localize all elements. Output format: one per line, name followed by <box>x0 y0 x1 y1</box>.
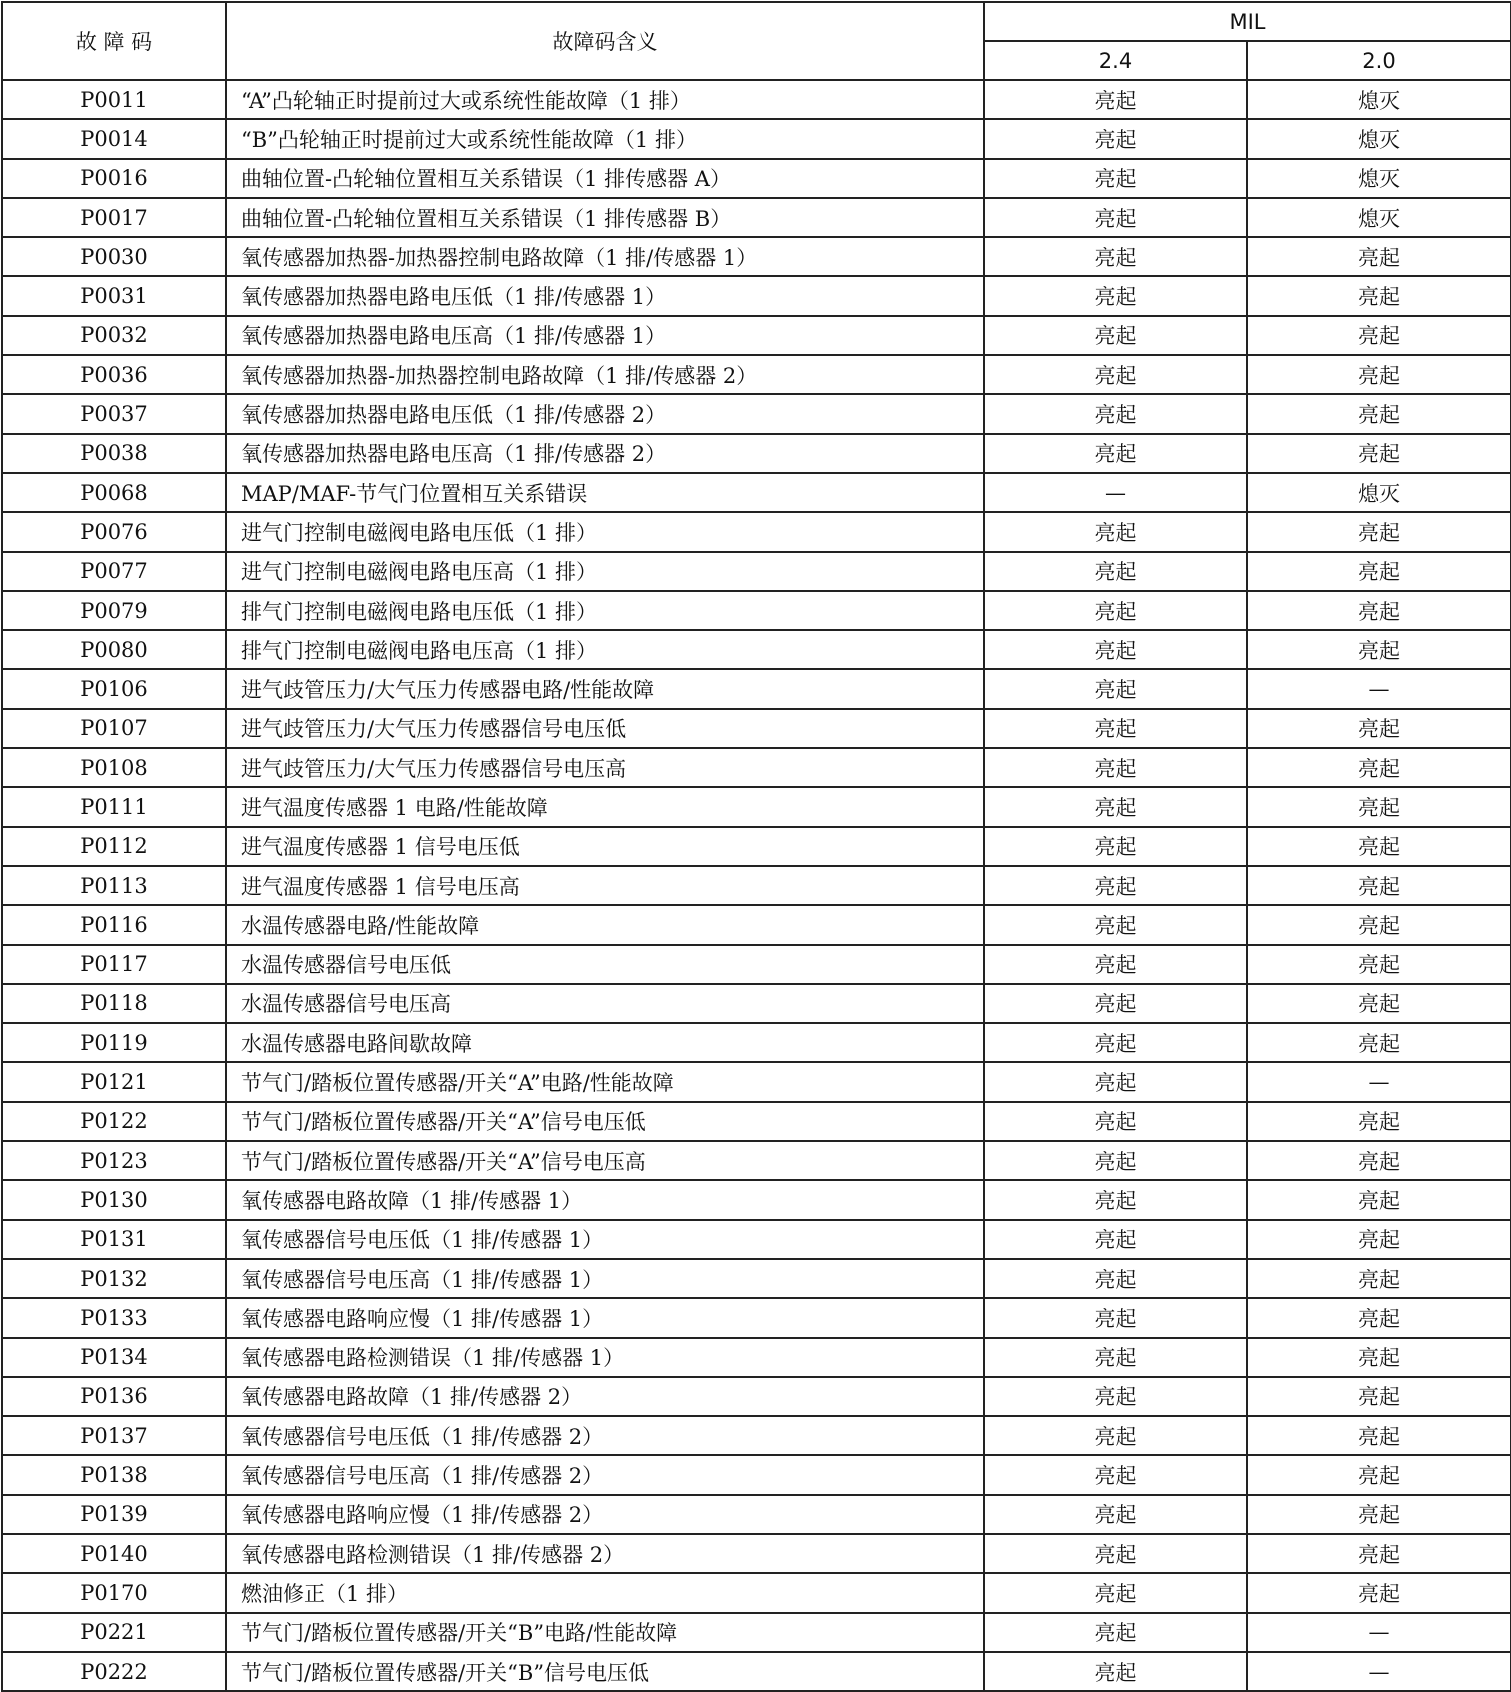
mil-2-4-cell: 亮起 <box>984 1220 1247 1259</box>
mil-2-0-cell: 亮起 <box>1247 1377 1511 1416</box>
fault-description-cell: 氧传感器信号电压高（1 排/传感器 2） <box>226 1455 984 1494</box>
table-row <box>2 198 1511 237</box>
mil-2-0-cell: 熄灭 <box>1247 198 1511 237</box>
mil-2-4-cell: 亮起 <box>984 1338 1247 1377</box>
fault-description-cell: 氧传感器信号电压低（1 排/传感器 1） <box>226 1220 984 1259</box>
mil-2-0-cell: 亮起 <box>1247 748 1511 787</box>
fault-code-cell: P0031 <box>2 276 226 315</box>
table-row <box>2 1534 1511 1573</box>
mil-2-0-cell: 亮起 <box>1247 1455 1511 1494</box>
fault-description-cell: 进气温度传感器 1 信号电压高 <box>226 866 984 905</box>
fault-code-cell: P0131 <box>2 1220 226 1259</box>
table-row <box>2 119 1511 158</box>
mil-2-4-cell: 亮起 <box>984 787 1247 826</box>
mil-2-4-cell: 亮起 <box>984 237 1247 276</box>
fault-description-cell: 燃油修正（1 排） <box>226 1573 984 1612</box>
mil-2-0-cell: 亮起 <box>1247 827 1511 866</box>
fault-code-cell: P0134 <box>2 1338 226 1377</box>
mil-2-0-cell: — <box>1247 669 1511 708</box>
fault-code-cell: P0116 <box>2 905 226 944</box>
mil-2-4-cell: 亮起 <box>984 159 1247 198</box>
mil-2-4-cell: 亮起 <box>984 1141 1247 1180</box>
mil-2-4-cell: 亮起 <box>984 1455 1247 1494</box>
fault-description-cell: 排气门控制电磁阀电路电压高（1 排） <box>226 630 984 669</box>
mil-2-0-cell: — <box>1247 1613 1511 1652</box>
table-row <box>2 1141 1511 1180</box>
fault-description-cell: 氧传感器信号电压低（1 排/传感器 2） <box>226 1416 984 1455</box>
mil-2-4-cell: 亮起 <box>984 434 1247 473</box>
mil-2-4-cell: 亮起 <box>984 1180 1247 1219</box>
mil-2-4-cell: 亮起 <box>984 198 1247 237</box>
table-row <box>2 434 1511 473</box>
table-body <box>2 80 1511 1691</box>
mil-2-0-cell: 亮起 <box>1247 237 1511 276</box>
table-row <box>2 1377 1511 1416</box>
table-row <box>2 276 1511 315</box>
fault-code-cell: P0138 <box>2 1455 226 1494</box>
mil-2-4-cell: 亮起 <box>984 905 1247 944</box>
header-meaning: 故障码含义 <box>226 2 984 80</box>
table-row <box>2 159 1511 198</box>
mil-2-0-cell: 亮起 <box>1247 434 1511 473</box>
mil-2-0-cell: — <box>1247 1062 1511 1101</box>
fault-description-cell: 氧传感器电路故障（1 排/传感器 1） <box>226 1180 984 1219</box>
mil-2-4-cell: 亮起 <box>984 1573 1247 1612</box>
table-row <box>2 827 1511 866</box>
fault-code-cell: P0038 <box>2 434 226 473</box>
mil-2-0-cell: 亮起 <box>1247 1338 1511 1377</box>
mil-2-0-cell: 亮起 <box>1247 1102 1511 1141</box>
fault-code-cell: P0030 <box>2 237 226 276</box>
mil-2-4-cell: 亮起 <box>984 355 1247 394</box>
header-col-b: 2.0 <box>1247 41 1511 80</box>
mil-2-4-cell: 亮起 <box>984 984 1247 1023</box>
mil-2-0-cell: 亮起 <box>1247 1220 1511 1259</box>
fault-code-cell: P0122 <box>2 1102 226 1141</box>
mil-2-4-cell: 亮起 <box>984 80 1247 119</box>
fault-description-cell: 水温传感器电路间歇故障 <box>226 1023 984 1062</box>
fault-description-cell: 氧传感器加热器-加热器控制电路故障（1 排/传感器 2） <box>226 355 984 394</box>
fault-description-cell: 氧传感器电路检测错误（1 排/传感器 1） <box>226 1338 984 1377</box>
fault-code-cell: P0016 <box>2 159 226 198</box>
fault-code-cell: P0137 <box>2 1416 226 1455</box>
fault-code-cell: P0119 <box>2 1023 226 1062</box>
table-row <box>2 1180 1511 1219</box>
table-row <box>2 1023 1511 1062</box>
table-row <box>2 1298 1511 1337</box>
mil-2-0-cell: 亮起 <box>1247 591 1511 630</box>
mil-2-4-cell: 亮起 <box>984 1023 1247 1062</box>
fault-code-cell: P0222 <box>2 1652 226 1691</box>
fault-code-cell: P0117 <box>2 945 226 984</box>
fault-description-cell: 进气歧管压力/大气压力传感器信号电压低 <box>226 709 984 748</box>
fault-code-cell: P0036 <box>2 355 226 394</box>
mil-2-4-cell: 亮起 <box>984 945 1247 984</box>
mil-2-4-cell: 亮起 <box>984 669 1247 708</box>
mil-2-4-cell: 亮起 <box>984 1416 1247 1455</box>
header-col-a: 2.4 <box>984 41 1247 80</box>
fault-description-cell: 排气门控制电磁阀电路电压低（1 排） <box>226 591 984 630</box>
table-row <box>2 709 1511 748</box>
fault-code-table <box>1 1 1511 1692</box>
fault-description-cell: 节气门/踏板位置传感器/开关“A”信号电压高 <box>226 1141 984 1180</box>
mil-2-4-cell: 亮起 <box>984 1613 1247 1652</box>
fault-code-cell: P0221 <box>2 1613 226 1652</box>
header-mil: MIL <box>984 2 1511 41</box>
table-row <box>2 945 1511 984</box>
mil-2-0-cell: 亮起 <box>1247 945 1511 984</box>
mil-2-0-cell: 亮起 <box>1247 905 1511 944</box>
mil-2-4-cell: 亮起 <box>984 316 1247 355</box>
fault-description-cell: 节气门/踏板位置传感器/开关“A”信号电压低 <box>226 1102 984 1141</box>
fault-code-cell: P0121 <box>2 1062 226 1101</box>
table-row <box>2 866 1511 905</box>
mil-2-4-cell: 亮起 <box>984 512 1247 551</box>
mil-2-4-cell: 亮起 <box>984 630 1247 669</box>
fault-code-cell: P0133 <box>2 1298 226 1337</box>
mil-2-4-cell: 亮起 <box>984 1495 1247 1534</box>
fault-code-cell: P0108 <box>2 748 226 787</box>
fault-description-cell: 曲轴位置-凸轮轴位置相互关系错误（1 排传感器 A） <box>226 159 984 198</box>
header-code: 故 障 码 <box>2 2 226 80</box>
fault-description-cell: 氧传感器电路响应慢（1 排/传感器 2） <box>226 1495 984 1534</box>
table-row <box>2 552 1511 591</box>
mil-2-4-cell: 亮起 <box>984 276 1247 315</box>
mil-2-4-cell: 亮起 <box>984 1377 1247 1416</box>
fault-description-cell: MAP/MAF-节气门位置相互关系错误 <box>226 473 984 512</box>
mil-2-0-cell: 亮起 <box>1247 1180 1511 1219</box>
fault-description-cell: 水温传感器信号电压低 <box>226 945 984 984</box>
table-row <box>2 1495 1511 1534</box>
fault-description-cell: 氧传感器加热器-加热器控制电路故障（1 排/传感器 1） <box>226 237 984 276</box>
table-row <box>2 1652 1511 1691</box>
fault-description-cell: 氧传感器信号电压高（1 排/传感器 1） <box>226 1259 984 1298</box>
fault-description-cell: 氧传感器加热器电路电压低（1 排/传感器 2） <box>226 394 984 433</box>
table-header <box>2 2 1511 80</box>
fault-description-cell: 进气温度传感器 1 电路/性能故障 <box>226 787 984 826</box>
fault-code-cell: P0136 <box>2 1377 226 1416</box>
fault-code-cell: P0076 <box>2 512 226 551</box>
table-row <box>2 905 1511 944</box>
mil-2-0-cell: 亮起 <box>1247 276 1511 315</box>
fault-description-cell: 进气温度传感器 1 信号电压低 <box>226 827 984 866</box>
mil-2-0-cell: 亮起 <box>1247 316 1511 355</box>
mil-2-0-cell: — <box>1247 1652 1511 1691</box>
fault-description-cell: 氧传感器电路故障（1 排/传感器 2） <box>226 1377 984 1416</box>
table-row <box>2 984 1511 1023</box>
table-row <box>2 630 1511 669</box>
mil-2-4-cell: — <box>984 473 1247 512</box>
fault-description-cell: 氧传感器电路响应慢（1 排/传感器 1） <box>226 1298 984 1337</box>
fault-description-cell: 节气门/踏板位置传感器/开关“B”信号电压低 <box>226 1652 984 1691</box>
mil-2-0-cell: 亮起 <box>1247 552 1511 591</box>
fault-code-cell: P0118 <box>2 984 226 1023</box>
fault-code-cell: P0130 <box>2 1180 226 1219</box>
mil-2-0-cell: 亮起 <box>1247 1573 1511 1612</box>
fault-code-cell: P0139 <box>2 1495 226 1534</box>
table-row <box>2 512 1511 551</box>
mil-2-0-cell: 熄灭 <box>1247 119 1511 158</box>
mil-2-4-cell: 亮起 <box>984 552 1247 591</box>
fault-code-cell: P0112 <box>2 827 226 866</box>
mil-2-0-cell: 熄灭 <box>1247 80 1511 119</box>
mil-2-0-cell: 亮起 <box>1247 1534 1511 1573</box>
fault-description-cell: 曲轴位置-凸轮轴位置相互关系错误（1 排传感器 B） <box>226 198 984 237</box>
fault-code-cell: P0111 <box>2 787 226 826</box>
fault-code-cell: P0123 <box>2 1141 226 1180</box>
table-row <box>2 669 1511 708</box>
table-row <box>2 1338 1511 1377</box>
table-row <box>2 1613 1511 1652</box>
table-row <box>2 591 1511 630</box>
fault-description-cell: 进气门控制电磁阀电路电压低（1 排） <box>226 512 984 551</box>
mil-2-0-cell: 亮起 <box>1247 709 1511 748</box>
table-row <box>2 473 1511 512</box>
fault-description-cell: 节气门/踏板位置传感器/开关“B”电路/性能故障 <box>226 1613 984 1652</box>
fault-description-cell: 进气歧管压力/大气压力传感器信号电压高 <box>226 748 984 787</box>
fault-description-cell: 节气门/踏板位置传感器/开关“A”电路/性能故障 <box>226 1062 984 1101</box>
fault-code-cell: P0068 <box>2 473 226 512</box>
mil-2-4-cell: 亮起 <box>984 827 1247 866</box>
mil-2-4-cell: 亮起 <box>984 119 1247 158</box>
mil-2-4-cell: 亮起 <box>984 394 1247 433</box>
fault-code-cell: P0132 <box>2 1259 226 1298</box>
mil-2-0-cell: 亮起 <box>1247 787 1511 826</box>
table-row <box>2 1455 1511 1494</box>
fault-code-cell: P0011 <box>2 80 226 119</box>
table-row <box>2 1573 1511 1612</box>
fault-code-cell: P0140 <box>2 1534 226 1573</box>
mil-2-4-cell: 亮起 <box>984 748 1247 787</box>
fault-code-cell: P0032 <box>2 316 226 355</box>
mil-2-4-cell: 亮起 <box>984 1298 1247 1337</box>
mil-2-0-cell: 熄灭 <box>1247 159 1511 198</box>
fault-description-cell: 进气歧管压力/大气压力传感器电路/性能故障 <box>226 669 984 708</box>
mil-2-4-cell: 亮起 <box>984 1102 1247 1141</box>
mil-2-0-cell: 亮起 <box>1247 866 1511 905</box>
mil-2-0-cell: 亮起 <box>1247 394 1511 433</box>
fault-code-cell: P0106 <box>2 669 226 708</box>
fault-description-cell: “A”凸轮轴正时提前过大或系统性能故障（1 排） <box>226 80 984 119</box>
fault-code-cell: P0170 <box>2 1573 226 1612</box>
fault-code-cell: P0107 <box>2 709 226 748</box>
fault-description-cell: 氧传感器加热器电路电压低（1 排/传感器 1） <box>226 276 984 315</box>
fault-code-cell: P0037 <box>2 394 226 433</box>
table-row <box>2 1259 1511 1298</box>
fault-code-cell: P0079 <box>2 591 226 630</box>
table-row <box>2 1102 1511 1141</box>
fault-description-cell: 氧传感器加热器电路电压高（1 排/传感器 2） <box>226 434 984 473</box>
mil-2-4-cell: 亮起 <box>984 591 1247 630</box>
table-row <box>2 787 1511 826</box>
table-row <box>2 394 1511 433</box>
table-row <box>2 1220 1511 1259</box>
mil-2-4-cell: 亮起 <box>984 1259 1247 1298</box>
mil-2-0-cell: 亮起 <box>1247 355 1511 394</box>
mil-2-0-cell: 亮起 <box>1247 1259 1511 1298</box>
table-row <box>2 1062 1511 1101</box>
table-row <box>2 80 1511 119</box>
fault-code-cell: P0077 <box>2 552 226 591</box>
table-row <box>2 237 1511 276</box>
table-row <box>2 748 1511 787</box>
mil-2-0-cell: 亮起 <box>1247 512 1511 551</box>
mil-2-0-cell: 亮起 <box>1247 1416 1511 1455</box>
mil-2-0-cell: 亮起 <box>1247 630 1511 669</box>
fault-code-cell: P0014 <box>2 119 226 158</box>
table-row <box>2 355 1511 394</box>
fault-description-cell: 氧传感器电路检测错误（1 排/传感器 2） <box>226 1534 984 1573</box>
mil-2-0-cell: 亮起 <box>1247 1495 1511 1534</box>
fault-description-cell: “B”凸轮轴正时提前过大或系统性能故障（1 排） <box>226 119 984 158</box>
fault-description-cell: 水温传感器电路/性能故障 <box>226 905 984 944</box>
mil-2-0-cell: 熄灭 <box>1247 473 1511 512</box>
fault-code-cell: P0080 <box>2 630 226 669</box>
fault-description-cell: 进气门控制电磁阀电路电压高（1 排） <box>226 552 984 591</box>
mil-2-0-cell: 亮起 <box>1247 984 1511 1023</box>
fault-code-cell: P0017 <box>2 198 226 237</box>
mil-2-4-cell: 亮起 <box>984 709 1247 748</box>
fault-description-cell: 氧传感器加热器电路电压高（1 排/传感器 1） <box>226 316 984 355</box>
mil-2-4-cell: 亮起 <box>984 1062 1247 1101</box>
mil-2-4-cell: 亮起 <box>984 1534 1247 1573</box>
fault-code-cell: P0113 <box>2 866 226 905</box>
mil-2-0-cell: 亮起 <box>1247 1023 1511 1062</box>
mil-2-0-cell: 亮起 <box>1247 1298 1511 1337</box>
table-row <box>2 1416 1511 1455</box>
mil-2-0-cell: 亮起 <box>1247 1141 1511 1180</box>
fault-description-cell: 水温传感器信号电压高 <box>226 984 984 1023</box>
table-row <box>2 316 1511 355</box>
mil-2-4-cell: 亮起 <box>984 866 1247 905</box>
mil-2-4-cell: 亮起 <box>984 1652 1247 1691</box>
